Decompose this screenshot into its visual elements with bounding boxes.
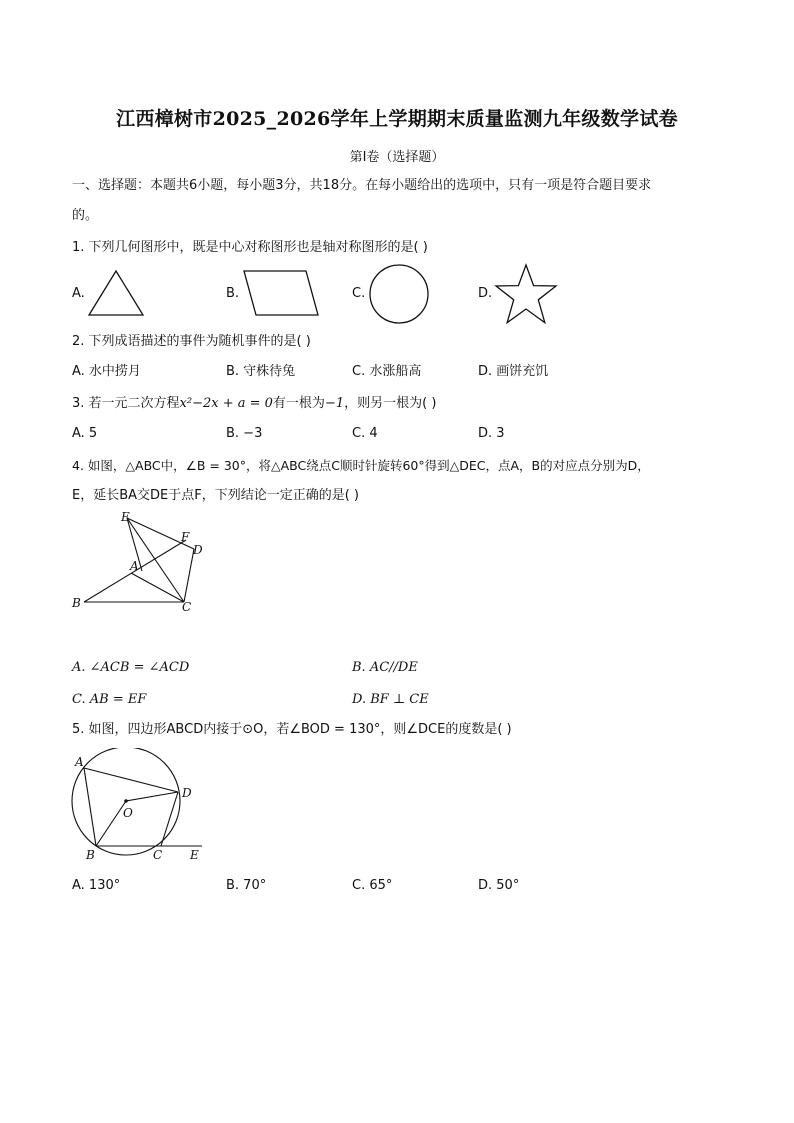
q3-option-a: A. 5 xyxy=(72,426,98,441)
q4-label-f: F xyxy=(181,530,190,544)
q3-option-c: C. 4 xyxy=(352,426,378,441)
q1-option-a: A. xyxy=(72,286,85,301)
q4-stem-line2: E，延长BA交DE于点F，下列结论一定正确的是( ) xyxy=(72,488,360,503)
section-subtitle: 第I卷（选择题） xyxy=(349,150,445,165)
q3-option-d: D. 3 xyxy=(478,426,505,441)
q4-label-d: D xyxy=(193,543,203,557)
q4-stem-line1: 4. 如图，△ABC中，∠B = 30°，将△ABC绕点C顺时针旋转60°得到△DEC，点A，B的对应点分别为D， xyxy=(72,458,650,473)
q3-stem-mid: 有一根为 xyxy=(272,396,325,411)
q4-label-b: B xyxy=(72,596,81,610)
q4-label-a: A xyxy=(130,559,139,573)
q5-label-o: O xyxy=(123,806,133,820)
q5-figure xyxy=(66,748,216,866)
triangle-icon xyxy=(86,268,146,318)
q3-stem xyxy=(72,394,436,414)
q5-option-d: D. 50° xyxy=(478,878,520,893)
section-instructions-line2: 的。 xyxy=(72,208,99,223)
q1-option-b: B. xyxy=(226,286,240,301)
q2-option-b: B. 守株待兔 xyxy=(226,364,296,379)
q4-option-c: C. AB = EF xyxy=(72,692,147,707)
q4-label-e: E xyxy=(121,510,130,524)
q3-stem-post: ，则另一根为( ) xyxy=(344,396,437,411)
q4-option-b: B. AC//DE xyxy=(352,660,418,675)
q3-root: −1 xyxy=(324,396,345,411)
q5-label-e: E xyxy=(190,848,199,862)
q4-figure xyxy=(66,506,216,616)
q5-label-c: C xyxy=(153,848,163,862)
q1-option-d: D. xyxy=(478,286,493,301)
q5-stem: 5. 如图，四边形ABCD内接于⊙O，若∠BOD = 130°，则∠DCE的度数是( ) xyxy=(72,722,512,737)
star-icon xyxy=(492,262,560,326)
q5-label-d: D xyxy=(182,786,192,800)
q2-option-d: D. 画饼充饥 xyxy=(478,364,549,379)
circle-icon xyxy=(366,262,432,326)
q5-option-a: A. 130° xyxy=(72,878,121,893)
q4-option-d: D. BF ⊥ CE xyxy=(352,692,429,707)
q1-option-c: C. xyxy=(352,286,366,301)
section-instructions-line1: 一、选择题：本题共6小题，每小题3分，共18分。在每小题给出的选项中，只有一项是符合题目要求 xyxy=(72,178,652,193)
q3-stem-pre: 3. 若一元二次方程 xyxy=(72,396,180,411)
q2-option-c: C. 水涨船高 xyxy=(352,364,422,379)
q3-option-b: B. −3 xyxy=(226,426,263,441)
q2-stem: 2. 下列成语描述的事件为随机事件的是( ) xyxy=(72,334,311,349)
q4-option-a: A. ∠ACB = ∠ACD xyxy=(72,660,190,675)
q4-label-c: C xyxy=(182,600,192,614)
q2-option-a: A. 水中捞月 xyxy=(72,364,141,379)
q5-label-a: A xyxy=(75,755,84,769)
parallelogram-icon xyxy=(240,268,322,318)
q1-stem: 1. 下列几何图形中，既是中心对称图形也是轴对称图形的是( ) xyxy=(72,240,428,255)
q5-option-c: C. 65° xyxy=(352,878,393,893)
q5-label-b: B xyxy=(86,848,95,862)
q5-option-b: B. 70° xyxy=(226,878,267,893)
page-title: 江西樟树市2025_2026学年上学期期末质量监测九年级数学试卷 xyxy=(116,108,678,130)
q3-equation: x²−2x + a = 0 xyxy=(179,396,273,411)
